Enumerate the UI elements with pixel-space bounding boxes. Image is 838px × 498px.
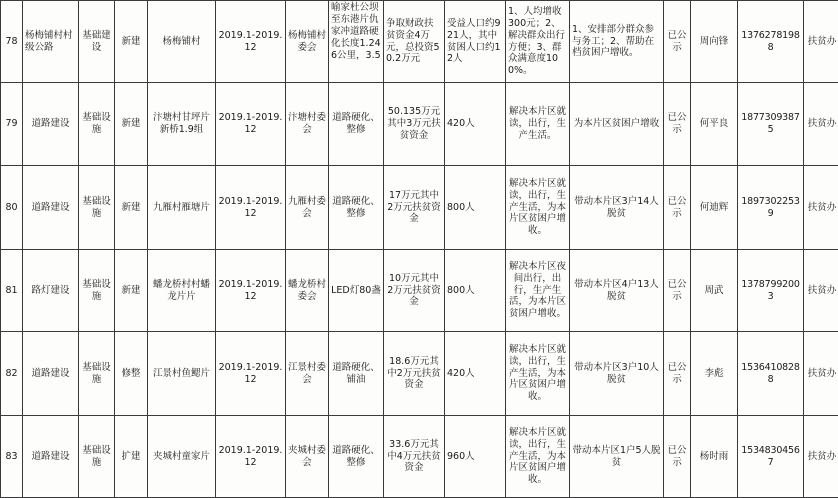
cell-status: 已公示 xyxy=(664,83,691,166)
cell-funding: 50.135万元其中3万元扶贫资金 xyxy=(384,83,445,166)
cell-location: 九雁村雁塘片 xyxy=(148,166,216,250)
cell-status: 已公示 xyxy=(664,416,691,498)
table-row xyxy=(1,416,838,498)
cell-location: 江景村鱼鳃片 xyxy=(148,332,216,416)
cell-owner: 汴塘村委会 xyxy=(286,83,329,166)
cell-funding: 18.6万元其中2万元扶贫资金 xyxy=(384,332,445,416)
table-row xyxy=(1,1,838,83)
cell-period: 2019.1-2019.12 xyxy=(216,332,286,416)
cell-beneficiaries: 420人 xyxy=(445,83,506,166)
table-row xyxy=(1,166,838,250)
cell-status: 已公示 xyxy=(664,250,691,332)
cell-project-name: 道路建设 xyxy=(23,416,79,498)
cell-period: 2019.1-2019.12 xyxy=(216,250,286,332)
cell-project-type: 基础设施 xyxy=(79,250,115,332)
cell-construction-nature: 新建 xyxy=(115,83,148,166)
cell-owner: 江景村委会 xyxy=(286,332,329,416)
cell-contact: 李彪 xyxy=(691,332,738,416)
cell-no: 82 xyxy=(1,332,23,416)
cell-funding: 10万元其中2万元扶贫资金 xyxy=(384,250,445,332)
cell-contact: 周武 xyxy=(691,250,738,332)
cell-no: 80 xyxy=(1,166,23,250)
cell-owner: 蟠龙桥村委会 xyxy=(286,250,329,332)
cell-mechanism: 带动本片区3户10人脱贫 xyxy=(570,332,664,416)
cell-project-type: 基础设施 xyxy=(79,332,115,416)
cell-funding: 17万元其中2万元扶贫资金 xyxy=(384,166,445,250)
cell-dept: 扶贫办 xyxy=(804,332,838,416)
cell-project-type: 基础建设 xyxy=(79,1,115,83)
cell-dept: 扶贫办 xyxy=(804,1,838,83)
cell-content: 道路硬化、整修 xyxy=(329,416,384,498)
cell-content: LED灯80盏 xyxy=(329,250,384,332)
cell-phone: 13762781988 xyxy=(738,1,804,83)
cell-goal: 解决本片区夜间出行，出行，生产生活，为本片区贫困户增收。 xyxy=(506,250,570,332)
cell-content: 道路硬化、整修 xyxy=(329,166,384,250)
cell-project-type: 基础设施 xyxy=(79,83,115,166)
cell-mechanism: 为本片区贫困户增收 xyxy=(570,83,664,166)
cell-owner: 杨梅铺村委会 xyxy=(286,1,329,83)
cell-project-name: 道路建设 xyxy=(23,166,79,250)
cell-phone: 13787992003 xyxy=(738,250,804,332)
cell-no: 78 xyxy=(1,1,23,83)
cell-project-type: 基础设施 xyxy=(79,416,115,498)
cell-dept: 扶贫办 xyxy=(804,416,838,498)
cell-mechanism: 带动本片区3户14人脱贫 xyxy=(570,166,664,250)
cell-goal: 解决本片区就读，出行，生产生活，为本片区贫困户增收。 xyxy=(506,166,570,250)
cell-dept: 扶贫办 xyxy=(804,83,838,166)
cell-period: 2019.1-2019.12 xyxy=(216,416,286,498)
cell-construction-nature: 新建 xyxy=(115,1,148,83)
cell-contact: 杨时雨 xyxy=(691,416,738,498)
table-row xyxy=(1,332,838,416)
cell-period: 2019.1-2019.12 xyxy=(216,83,286,166)
cell-no: 79 xyxy=(1,83,23,166)
cell-location: 蟠龙桥村村蟠龙片片 xyxy=(148,250,216,332)
cell-no: 81 xyxy=(1,250,23,332)
cell-contact: 周向锋 xyxy=(691,1,738,83)
table-row xyxy=(1,250,838,332)
cell-mechanism: 1、安排部分群众参与务工；2、帮助在档贫困户增收。 xyxy=(570,1,664,83)
cell-goal: 1、人均增收300元；2、解决群众出行方便；3、群众满意度100%。 xyxy=(506,1,570,83)
cell-construction-nature: 扩建 xyxy=(115,416,148,498)
cell-goal: 解决本片区就读，出行，生产生活，为本片区贫困户增收。 xyxy=(506,416,570,498)
cell-construction-nature: 修整 xyxy=(115,332,148,416)
cell-project-name: 杨梅铺村村级公路 xyxy=(23,1,79,83)
cell-beneficiaries: 800人 xyxy=(445,166,506,250)
cell-period: 2019.1-2019.12 xyxy=(216,1,286,83)
cell-status: 已公示 xyxy=(664,1,691,83)
cell-construction-nature: 新建 xyxy=(115,250,148,332)
cell-project-name: 道路建设 xyxy=(23,83,79,166)
cell-beneficiaries: 受益人口约921人，其中贫困人口约12人 xyxy=(445,1,506,83)
cell-project-type: 基础设施 xyxy=(79,166,115,250)
cell-mechanism: 带动本片区4户13人脱贫 xyxy=(570,250,664,332)
cell-contact: 何迪辉 xyxy=(691,166,738,250)
cell-content: 道路硬化、整修 xyxy=(329,83,384,166)
cell-content: 喻家杜公坝至东港片仇家冲道路硬化长度1.246公里，3.5 xyxy=(329,1,384,83)
cell-location: 夹城村童家片 xyxy=(148,416,216,498)
cell-status: 已公示 xyxy=(664,332,691,416)
cell-phone: 15348304567 xyxy=(738,416,804,498)
cell-project-name: 路灯建设 xyxy=(23,250,79,332)
cell-project-name: 道路建设 xyxy=(23,332,79,416)
cell-mechanism: 带动本片区1户5人脱贫 xyxy=(570,416,664,498)
cell-location: 杨梅铺村 xyxy=(148,1,216,83)
cell-contact: 何平良 xyxy=(691,83,738,166)
cell-owner: 九雁村委会 xyxy=(286,166,329,250)
cell-funding: 33.6万元其中4万元扶贫资金 xyxy=(384,416,445,498)
cell-dept: 扶贫办 xyxy=(804,250,838,332)
cell-phone: 18773093875 xyxy=(738,83,804,166)
cell-period: 2019.1-2019.12 xyxy=(216,166,286,250)
cell-beneficiaries: 800人 xyxy=(445,250,506,332)
cell-goal: 解决本片区就读，出行，生产生活，为本片区贫困户增收。 xyxy=(506,332,570,416)
cell-location: 汴塘村甘坪片新桥1.9组 xyxy=(148,83,216,166)
cell-funding: 争取财政扶贫资金4万元，总投资50.2万元 xyxy=(384,1,445,83)
cell-no: 83 xyxy=(1,416,23,498)
cell-owner: 夹城村委会 xyxy=(286,416,329,498)
cell-construction-nature: 新建 xyxy=(115,166,148,250)
cell-content: 道路硬化、铺油 xyxy=(329,332,384,416)
cell-phone: 15364108288 xyxy=(738,332,804,416)
cell-dept: 扶贫办 xyxy=(804,166,838,250)
cell-beneficiaries: 960人 xyxy=(445,416,506,498)
cell-status: 已公示 xyxy=(664,166,691,250)
cell-goal: 解决本片区就读，出行，生产生活。 xyxy=(506,83,570,166)
cell-beneficiaries: 420人 xyxy=(445,332,506,416)
table-row xyxy=(1,83,838,166)
cell-phone: 18973022539 xyxy=(738,166,804,250)
